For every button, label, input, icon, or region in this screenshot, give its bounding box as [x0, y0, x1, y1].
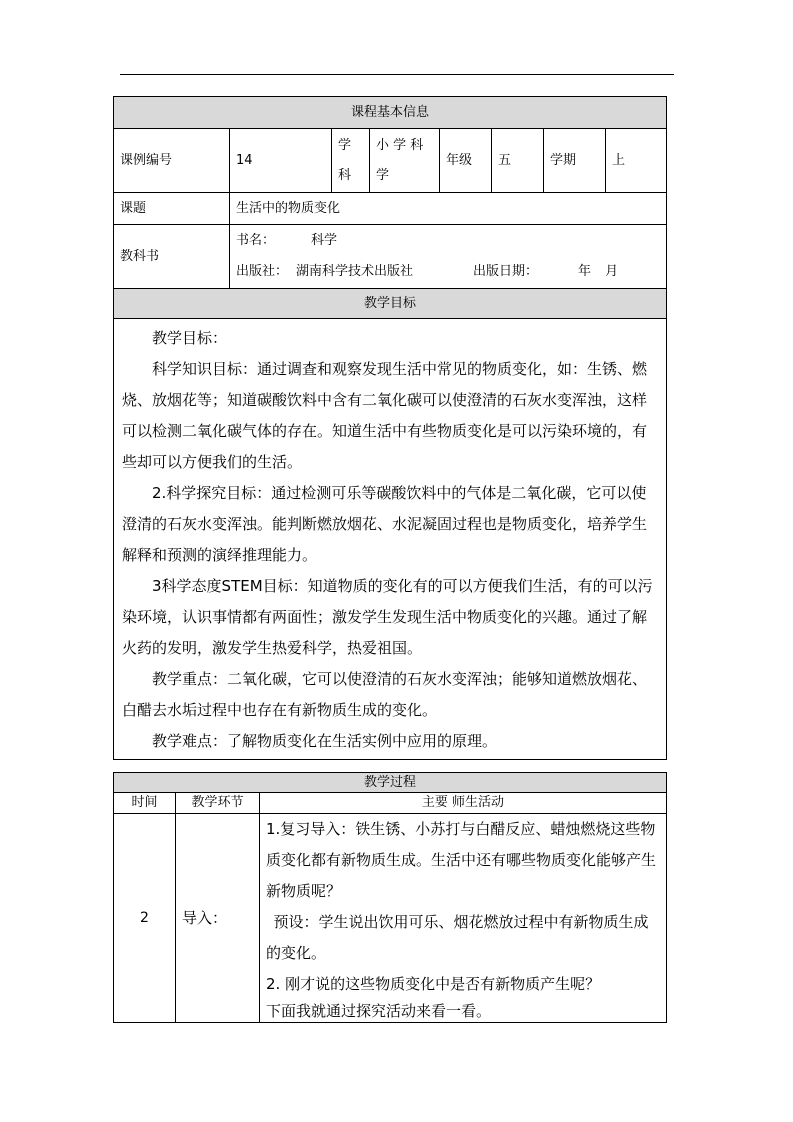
term-value: 上 — [606, 129, 667, 193]
activity-expectation: 预设：学生说出饮用可乐、烟花燃放过程中有新物质生成的变化。 — [266, 913, 649, 962]
pub-date-label: 出版日期： — [473, 264, 539, 280]
activity-question: 2. 刚才说的这些物质变化中是否有新物质产生呢？ — [266, 975, 601, 993]
topic-label: 课题 — [114, 193, 230, 225]
process-table — [113, 772, 667, 1023]
subject-label-line1: 学 — [338, 137, 352, 153]
row-activity — [260, 814, 667, 1023]
term-label: 学期 — [544, 129, 606, 193]
basic-info-header: 课程基本信息 — [114, 97, 667, 129]
subject-value — [370, 129, 440, 193]
key-points: 教学重点：二氧化碳，它可以使澄清的石灰水变浑浊；能够知道燃放烟花、白醋去水垢过程中也存在有新物质生成的变化。 — [122, 670, 648, 719]
textbook-label: 教科书 — [114, 225, 230, 289]
pub-year-unit: 年 — [578, 264, 592, 280]
header-rule — [120, 74, 674, 75]
publisher-line — [236, 257, 660, 288]
difficulty: 教学难点：了解物质变化在生活实例中应用的原理。 — [152, 732, 498, 750]
subject-value-line1: 小 学 科 — [376, 137, 424, 153]
goal-knowledge: 科学知识目标：通过调查和观察发现生活中常见的物质变化，如：生锈、燃烧、放烟花等；知道碳酸饮料中含有二氧化碳可以使澄清的石灰水变浑浊，这样可以检测二氧化碳气体的存在。知道生活中有些物质变化是可以污染环境的，有些却可以方便我们的生活。 — [122, 360, 648, 471]
topic-value: 生活中的物质变化 — [230, 193, 667, 225]
publisher-label: 出版社： — [236, 264, 289, 280]
goal-inquiry: 2.科学探究目标：通过检测可乐等碳酸饮料中的气体是二氧化碳，它可以使澄清的石灰水变浑浊。能判断燃放烟花、水泥凝固过程也是物质变化，培养学生解释和预测的演绎推理能力。 — [122, 484, 648, 564]
book-name-line — [236, 226, 660, 257]
activity-transition: 下面我就通过探究活动来看一看。 — [266, 1002, 492, 1020]
process-header: 教学过程 — [114, 773, 667, 793]
basic-info-table — [113, 96, 667, 760]
publisher-value: 湖南科学技术出版社 — [296, 264, 414, 280]
goals-body — [114, 319, 667, 760]
table-row — [114, 814, 667, 1023]
case-no-label: 课例编号 — [114, 129, 230, 193]
row-time: 2 — [114, 814, 176, 1023]
activity-review: 1.复习导入：铁生锈、小苏打与白醋反应、蜡烛燃烧这些物质变化都有新物质生成。生活中还有哪些物质变化能够产生新物质呢？ — [266, 820, 657, 900]
grade-value: 五 — [492, 129, 544, 193]
grade-label: 年级 — [440, 129, 492, 193]
goals-header: 教学目标 — [114, 289, 667, 319]
goal-attitude: 3科学态度STEM目标：知道物质的变化有的可以方便我们生活，有的可以污染环境，认识事情都有两面性；激发学生发现生活中物质变化的兴趣。通过了解火药的发明，激发学生热爱科学，热爱祖国。 — [122, 577, 653, 657]
col-stage-header: 教学环节 — [176, 793, 260, 814]
case-no-value: 14 — [230, 129, 332, 193]
pub-month-unit: 月 — [605, 264, 619, 280]
goals-intro: 教学目标： — [152, 329, 228, 347]
subject-label-line2: 科 — [338, 167, 352, 183]
book-name-value: 科学 — [311, 233, 338, 249]
col-time-header: 时间 — [114, 793, 176, 814]
subject-label — [332, 129, 370, 193]
textbook-details — [230, 225, 667, 289]
subject-value-line2: 学 — [376, 167, 390, 183]
row-stage: 导入： — [176, 814, 260, 1023]
col-activity-header: 主要 师生活动 — [260, 793, 667, 814]
book-name-label: 书名： — [236, 233, 276, 249]
